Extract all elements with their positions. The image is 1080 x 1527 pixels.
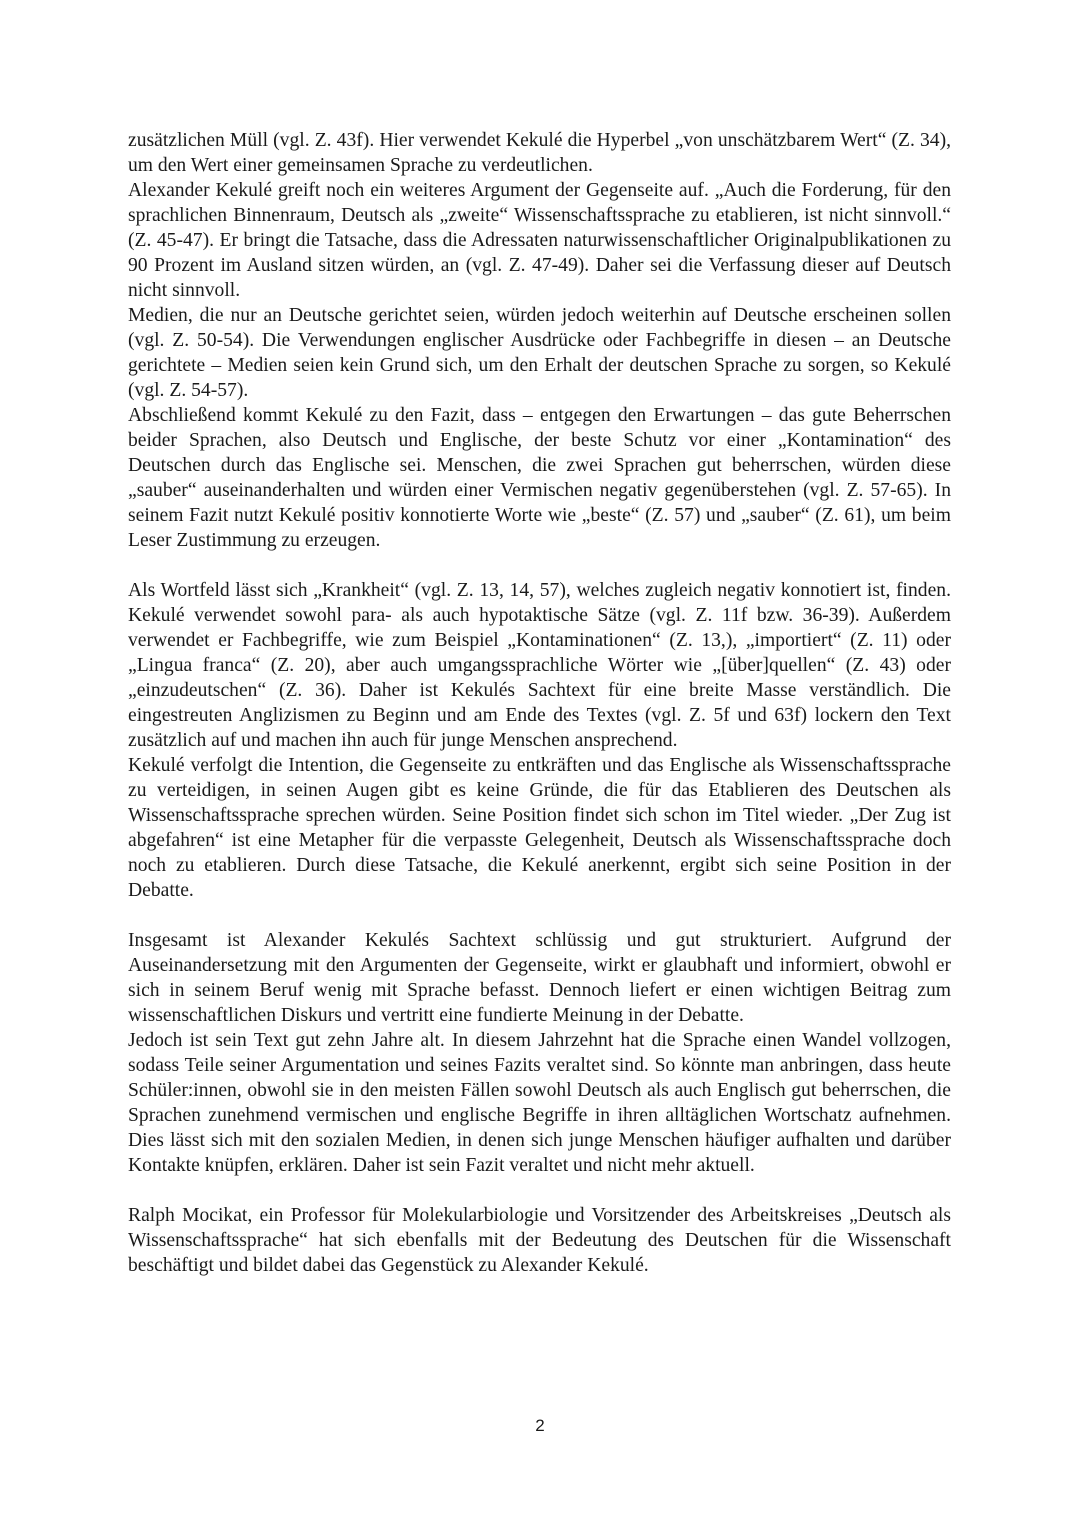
page-number: 2: [535, 1416, 545, 1435]
document-body: [128, 128, 951, 1278]
paragraph-second-language: Alexander Kekulé greift noch ein weiteres Argument der Gegenseite auf. „Auch die Forderung, für den sprachlichen Binnenraum, Deutsch als „zweite“ Wissenschaftssprache zu etablieren, ist nicht sinnvoll.“ (Z. 45-47). Er bringt die Tatsache, dass die Adressaten naturwissenschaftlicher Originalpublikationen zu 90 Prozent im Ausland sitzen würden, an (vgl. Z. 47-49). Daher sei die Verfassung dieser auf Deutsch nicht sinnvoll.: [128, 180, 951, 301]
paragraph-conclusion-kekule: Abschließend kommt Kekulé zu den Fazit, dass – entgegen den Erwartungen – das gute Beherrschen beider Sprachen, also Deutsch und Englische, der beste Schutz vor einer „Kontamination“ des Deutschen durch das Englische sei. Menschen, die zwei Sprachen gut beherrschen, würden diese „sauber“ auseinanderhalten und würden einer Vermischen negativ gegenüberstehen (vgl. Z. 57-65). In seinem Fazit nutzt Kekulé positiv konnotierte Worte wie „beste“ (Z. 57) und „sauber“ (Z. 61), um beim Leser Zustimmung zu erzeugen.: [128, 405, 951, 551]
paragraph-evaluation: Insgesamt ist Alexander Kekulés Sachtext schlüssig und gut strukturiert. Aufgrund der Auseinandersetzung mit den Argumenten der Gegenseite, wirkt er glaubhaft und informiert, obwohl er sich in seinem Beruf wenig mit Sprache befasst. Dennoch liefert er einen wichtigen Beitrag zum wissenschaftlichen Diskurs und vertritt eine fundierte Meinung in der Debatte.: [128, 930, 951, 1026]
paragraph-hyperbel: zusätzlichen Müll (vgl. Z. 43f). Hier verwendet Kekulé die Hyperbel „von unschätzbarem Wert“ (Z. 34), um den Wert einer gemeinsamen Sprache zu verdeutlichen.: [128, 130, 951, 176]
paragraph-intention: Kekulé verfolgt die Intention, die Gegenseite zu entkräften und das Englische als Wissenschaftssprache zu verteidigen, in seinen Augen gibt es keine Gründe, die für das Etablieren des Deutschen als Wissenschaftssprache sprechen würden. Seine Position findet sich schon im Titel wieder. „Der Zug ist abgefahren“ ist eine Metapher für die verpasste Gelegenheit, Deutsch als Wissenschaftssprache doch noch zu etablieren. Durch diese Tatsache, die Kekulé anerkennt, ergibt sich seine Position in der Debatte.: [128, 755, 951, 901]
paragraph-outdated: Jedoch ist sein Text gut zehn Jahre alt. In diesem Jahrzehnt hat die Sprache einen Wandel vollzogen, sodass Teile seiner Argumentation und seines Fazits veraltet sind. So könnte man anbringen, dass heute Schüler:innen, obwohl sie in den meisten Fällen sowohl Deutsch als auch Englisch gut beherrschen, die Sprachen zunehmend vermischen und englische Begriffe in ihren alltäglichen Wortschatz aufnehmen. Dies lässt sich mit den sozialen Medien, in denen sich junge Menschen häufiger aufhalten und darüber Kontakte knüpfen, erklären. Daher ist sein Fazit veraltet und nicht mehr aktuell.: [128, 1030, 951, 1176]
paragraph-mocikat-intro: Ralph Mocikat, ein Professor für Molekularbiologie und Vorsitzender des Arbeitskreises „Deutsch als Wissenschaftssprache“ hat sich ebenfalls mit der Bedeutung des Deutschen für die Wissenschaft beschäftigt und bildet dabei das Gegenstück zu Alexander Kekulé.: [128, 1205, 951, 1276]
paragraph-language-analysis: Als Wortfeld lässt sich „Krankheit“ (vgl. Z. 13, 14, 57), welches zugleich negativ konnotiert ist, finden. Kekulé verwendet sowohl para- als auch hypotaktische Sätze (vgl. Z. 11f bzw. 36-39). Außerdem verwendet er Fachbegriffe, wie zum Beispiel „Kontaminationen“ (Z. 13,), „importiert“ (Z. 11) oder „Lingua franca“ (Z. 20), aber auch umgangssprachliche Wörter wie „[über]quellen“ (Z. 43) oder „einzudeutschen“ (Z. 36). Daher ist Kekulés Sachtext für eine breite Masse verständlich. Die eingestreuten Anglizismen zu Beginn und am Ende des Textes (vgl. Z. 5f und 63f) lockern den Text zusätzlich auf und machen ihn auch für junge Menschen ansprechend.: [128, 580, 951, 751]
paragraph-media: Medien, die nur an Deutsche gerichtet seien, würden jedoch weiterhin auf Deutsche erscheinen sollen (vgl. Z. 50-54). Die Verwendungen englischer Ausdrücke oder Fachbegriffe in diesen – an Deutsche gerichtete – Medien seien kein Grund sich, um den Erhalt der deutschen Sprache zu sorgen, so Kekulé (vgl. Z. 54-57).: [128, 305, 951, 401]
